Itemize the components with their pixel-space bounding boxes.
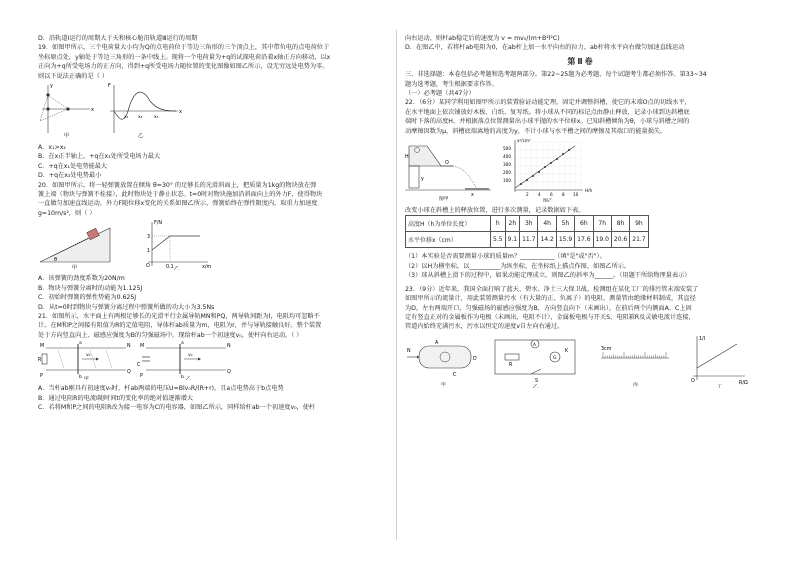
q20-figure-b	[146, 220, 211, 270]
svg-text:丁: 丁	[717, 384, 722, 388]
svg-text:甲: 甲	[441, 382, 446, 388]
q21-figure	[38, 340, 238, 380]
q20-option-b: B．物块与弹簧分离时的动能为1.125J	[38, 284, 143, 292]
svg-text:M: M	[40, 344, 45, 350]
svg-text:3cm: 3cm	[601, 346, 612, 352]
svg-text:甲: 甲	[84, 377, 89, 381]
q21-option-d: D．在图乙中，若将杆ab电阻为0，在ab杆上加一水平向右的拉力，ab杆将水平向右做匀加速直线运动	[405, 44, 685, 52]
svg-text:v₀: v₀	[188, 353, 193, 359]
svg-text:P: P	[140, 374, 143, 380]
svg-text:K: K	[565, 348, 569, 354]
q19-figure-a	[40, 83, 94, 139]
svg-text:O: O	[691, 378, 695, 384]
q19-stem-line: 正向为+q所受电场力的正方向，得到+q所受电场力随位置的变化图像如图乙所示，设无穷远处电势为零。	[38, 63, 329, 71]
svg-text:b: b	[79, 375, 82, 381]
q22-stem-line: 在水平地面上依次铺放好木板、白纸、复写纸。将小球从不同的标记点由静止释放，记录小球到达斜槽底	[405, 108, 690, 116]
table-cell: 14.2	[538, 232, 556, 248]
svg-text:x₂: x₂	[138, 115, 143, 121]
q20-option-c: C．初始时弹簧的弹性势能为0.625J	[38, 294, 137, 302]
svg-text:1: 1	[147, 249, 151, 255]
svg-text:F/N: F/N	[154, 221, 162, 227]
svg-text:D: D	[473, 356, 477, 362]
svg-text:P: P	[40, 374, 43, 380]
q21-stem-line: 21．如图所示，水平面上有两根足够长的光滑平行金属导轨MN和PQ，两导轨间距为l，电阻均可忽略不	[38, 312, 320, 320]
q20-stem-line: 簧上端（物块与弹簧不拴接），此时物块处于静止状态。t=0时对物块施加沿斜面向上的外力F，使得物块	[38, 191, 323, 199]
q21-figure-a	[38, 341, 131, 380]
svg-text:A: A	[533, 341, 536, 347]
svg-text:x/m: x/m	[202, 265, 212, 271]
svg-text:4: 4	[538, 192, 541, 198]
svg-text:200: 200	[503, 170, 511, 176]
q20-stem-line: 一直做匀加速直线运动，外力F随位移x变化的关系如图乙所示，弹簧始终在弹性限度内，取重力加速度	[38, 200, 318, 208]
q19-figure-b	[108, 83, 182, 139]
table-cell: 水平位移x（cm）	[406, 232, 491, 248]
svg-text:Q: Q	[227, 370, 231, 376]
svg-text:x: x	[471, 193, 474, 199]
svg-text:图甲: 图甲	[439, 197, 449, 203]
q19-stem-line: 19．如图甲所示，三个电荷量大小均为Q的点电荷位于等边三角形的三个顶点上，其中带负电的点电荷位于	[38, 44, 330, 52]
svg-text:O: O	[146, 264, 150, 270]
svg-text:x₁: x₁	[124, 115, 129, 121]
svg-text:y: y	[421, 177, 424, 183]
svg-text:a: a	[181, 341, 184, 347]
svg-text:C: C	[453, 372, 457, 378]
q23-stem-line: 定有竖直正对的金属板作为电极（未画出，电阻不计），金属板电极与开关S、电阻箱R及灵敏电流计连接，	[405, 313, 695, 321]
svg-text:甲: 甲	[72, 265, 78, 271]
q19-stem-line: 则以下说法正确的是（ ）	[38, 72, 109, 80]
q19-option-a: A．x₁>x₂	[38, 144, 66, 152]
q22-subquestion: （2）以H为横坐标，以__________为纵坐标，在坐标纸上描点作图，如图乙所示。	[405, 262, 631, 270]
svg-text:乙: 乙	[186, 377, 191, 381]
section-instructions: 三、非选择题：本卷包括必考题和选考题两部分。第22~25题为必考题，每个试题考生都必须作答。第33~34	[405, 71, 707, 79]
svg-text:H: H	[405, 155, 409, 161]
q21-stem-line: 计。在M和P之间接有阻值为R的定值电阻，导体杆ab质量为m，电阻为r，并与导轨接触良好。整个装置	[38, 322, 322, 330]
svg-text:C: C	[137, 363, 141, 369]
table-cell: 高度H（h为单位长度）	[406, 216, 491, 232]
svg-text:图乙: 图乙	[543, 199, 553, 203]
table-row	[406, 216, 649, 232]
q21-option-c-cont: 向右运动，则杆ab稳定后的速度为 v = mv₀/(m+B²l²C)	[405, 35, 560, 42]
table-cell: 2h	[505, 216, 520, 232]
svg-text:A: A	[435, 340, 439, 346]
q22-figure	[405, 136, 645, 202]
svg-text:v₀: v₀	[86, 353, 91, 359]
q20-option-d: D．从t=0时到物块与弹簧分离过程中弹簧所做的功大小为3.5Ns	[38, 303, 215, 311]
svg-text:乙: 乙	[174, 266, 180, 271]
q19-option-b: B．在x正半轴上，+q在x₃处所受电场力最大	[38, 153, 161, 161]
svg-text:b: b	[181, 375, 184, 381]
q20-stem-line: 20．如图甲所示，将一轻弹簧放置在倾角 θ=30° 的足够长的光滑斜面上，把质量为1kg的物块放在弹	[38, 181, 317, 189]
q23-figure-b	[495, 340, 575, 388]
table-cell: 6h	[575, 216, 593, 232]
svg-text:x₃: x₃	[154, 115, 159, 121]
table-cell: 11.7	[520, 232, 538, 248]
q21-option-b: B．通过电阻R的电流I随时间t的变化率的绝对值逐渐增大	[38, 394, 194, 402]
svg-text:x²/cm²: x²/cm²	[517, 138, 531, 144]
svg-text:丙: 丙	[633, 382, 638, 388]
svg-text:S: S	[535, 378, 539, 384]
q18-option-d: D．沿轨道Ⅰ运行的周期大于天和核心舱沿轨道Ⅲ运行的周期	[38, 35, 198, 42]
svg-text:8: 8	[562, 192, 565, 198]
table-cell: 7h	[593, 216, 611, 232]
q23-figure-c	[601, 346, 669, 388]
svg-text:a: a	[79, 341, 82, 347]
svg-text:Q: Q	[127, 370, 131, 376]
svg-text:乙: 乙	[533, 384, 538, 388]
svg-text:500: 500	[503, 146, 511, 152]
svg-text:乙: 乙	[138, 133, 144, 140]
q23-stem-line: 如图甲所示的流量计，用此装置测量污水（有大量的正、负离子）的电阻，测量管由绝缘材料制成，其直径	[405, 295, 696, 303]
table-cell: 17.6	[575, 232, 593, 248]
svg-text:1/I: 1/I	[699, 336, 706, 342]
table-cell: 3h	[520, 216, 538, 232]
q23-figure-a	[407, 340, 477, 388]
svg-text:2: 2	[526, 192, 529, 198]
q22-table-intro: 改变小球在斜槽上的释放位置，进行多次测量，记录数据如下表。	[405, 207, 585, 215]
table-cell: 19.0	[593, 232, 611, 248]
svg-text:H/h: H/h	[585, 188, 593, 194]
q22-figure-b	[503, 138, 593, 202]
q22-subquestion: （1）本实验是否需要测量小球的质量m？___________（填"是"或"否"）。	[405, 253, 606, 261]
table-cell: 15.9	[556, 232, 574, 248]
svg-text:R: R	[509, 362, 513, 368]
q20-figure	[38, 218, 238, 270]
svg-text:θ: θ	[54, 257, 58, 264]
svg-text:G: G	[553, 355, 557, 361]
svg-text:3: 3	[147, 235, 151, 241]
q23-figure	[405, 332, 757, 388]
section-title: 第Ⅱ卷	[567, 56, 595, 66]
section-subtitle: （一）必考题（共47分）	[405, 90, 475, 98]
table-cell: 20.6	[611, 232, 629, 248]
table-cell: 9h	[630, 216, 648, 232]
q22-stem-line: 动摩擦因数为μ，斜槽底端离地的高度为y，不计小球与水平槽之间的摩擦及其端口的能量损失。	[405, 127, 667, 135]
svg-text:400: 400	[503, 154, 511, 160]
svg-text:100: 100	[503, 178, 511, 184]
svg-text:R: R	[38, 358, 42, 364]
svg-text:x: x	[179, 109, 182, 116]
q21-figure-b	[137, 341, 231, 380]
table-cell: 9.1	[505, 232, 520, 248]
q21-option-a: A．当杆ab刚具有初速度v₀时，杆ab两端的电压U=Blv₀R/(R+r)，且a点电势高于b点电势	[38, 385, 284, 393]
svg-text:y: y	[50, 83, 53, 90]
left-column	[38, 34, 388, 412]
svg-text:0.1: 0.1	[166, 265, 174, 271]
q22-figure-a	[405, 146, 491, 202]
q21-stem-line: 处于方向竖直向上、磁感应强度为B的匀强磁场中。现给杆ab一个初速度v₀，使杆向右运动。（ ）	[38, 331, 303, 339]
q20-option-a: A．该弹簧的劲度系数为20N/m	[38, 275, 125, 283]
q22-stem-line: 22．（6分）某同学利用如图甲所示的装置验证动能定理，固定并调整斜槽，使它的末端O点的切线水平，	[405, 99, 691, 107]
q21-option-c: C．若将M和P之间的电阻R改为接一电容为C的电容器，如图乙所示，同样给杆ab一个初速度v₀，使杆	[38, 403, 316, 411]
q19-figure	[38, 81, 188, 139]
table-cell: 8h	[611, 216, 629, 232]
svg-text:10: 10	[573, 192, 579, 198]
q23-stem-line: 管道内始终充满污水，污水以恒定的速度v自左向右通过。	[405, 323, 564, 331]
table-cell: 4h	[538, 216, 556, 232]
q20-figure-a	[40, 228, 110, 270]
table-cell: 5h	[556, 216, 574, 232]
q19-option-c: C．+q在x₁处电势能最大	[38, 162, 108, 170]
q23-figure-d	[691, 336, 748, 388]
section-instructions: 题为选考题，考生根据要求作答。	[405, 80, 498, 88]
q23-stem-line: 23．（9分）近年来，我国全面打响了蓝天、碧水、净土三大保卫战，检测组在某化工厂的排污管末端安装了	[405, 285, 699, 293]
q22-stem-line: 端时下落的高度H，并根据落点位置测量出小球平抛的水平位移x。已知斜槽倾角为θ，小球与斜槽之间的	[405, 118, 690, 126]
svg-text:N: N	[127, 344, 131, 350]
svg-text:N: N	[227, 344, 231, 350]
table-cell: 21.7	[630, 232, 648, 248]
q22-subquestion: （3）球从斜槽上滑下的过程中，如果动能定理成立，则图乙的斜率为______。（用题干所给物理量表示）	[405, 272, 691, 280]
svg-text:N: N	[407, 348, 411, 354]
table-row	[406, 232, 649, 248]
svg-text:F: F	[108, 83, 111, 90]
svg-text:甲: 甲	[64, 133, 70, 140]
svg-text:6: 6	[550, 192, 553, 198]
svg-text:x: x	[91, 107, 94, 114]
svg-text:M: M	[140, 344, 145, 350]
table-cell: h	[491, 216, 506, 232]
right-column	[405, 34, 757, 392]
column-divider	[396, 30, 397, 540]
q19-option-d: D．+q在x₃处电势最小	[38, 172, 102, 180]
svg-text:O: O	[445, 161, 449, 167]
table-cell: 5.5	[491, 232, 506, 248]
svg-text:R/Ω: R/Ω	[739, 380, 748, 386]
q20-stem-line: g=10m/s²，则（ ）	[38, 209, 96, 217]
svg-text:300: 300	[503, 162, 511, 168]
q19-stem-line: 坐标原点处，y轴处于等边三角形的一条中线上。现将一个电荷量为+q的试探电荷沿着x轴正方向移动，以x	[38, 53, 331, 61]
q23-stem-line: 为D，左右两端开口，匀强磁场的磁感应强度为B，方向竖直向下（未画出），在前后两个内侧面A、C上固	[405, 304, 692, 312]
q22-data-table	[405, 215, 649, 248]
